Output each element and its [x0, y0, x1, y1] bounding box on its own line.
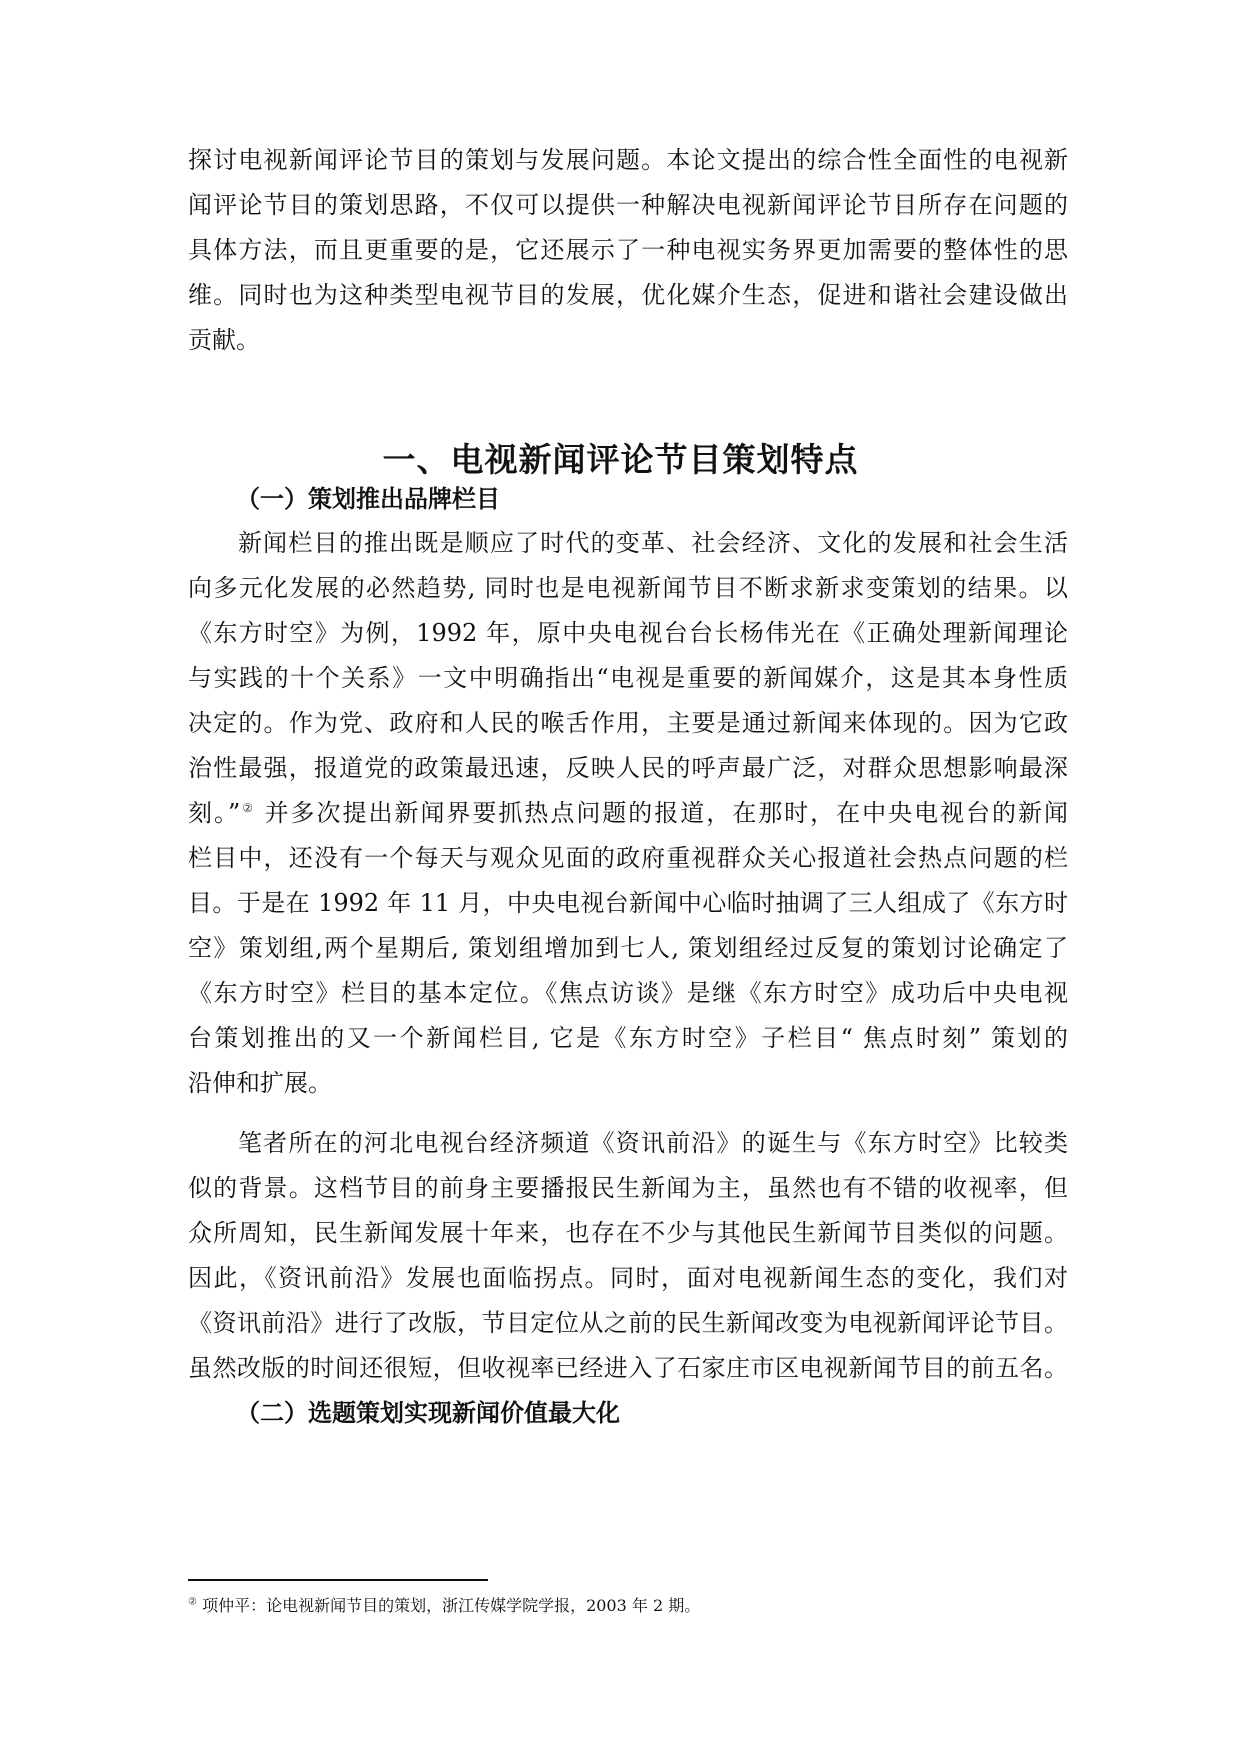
para2-line-5: 《资讯前沿》进行了改版，节目定位从之前的民生新闻改变为电视新闻评论节目。 — [188, 1309, 1068, 1337]
para1-line-2: 向多元化发展的必然趋势, 同时也是电视新闻节目不断求新求变策划的结果。以 — [188, 574, 1068, 602]
footnote-text: 项仲平：论电视新闻节目的策划，浙江传媒学院学报，2003 年 2 期。 — [202, 1596, 701, 1615]
intro-line-2: 闻评论节目的策划思路，不仅可以提供一种解决电视新闻评论节目所存在问题的 — [188, 191, 1068, 219]
intro-line-3: 具体方法，而且更重要的是，它还展示了一种电视实务界更加需要的整体性的思 — [188, 236, 1068, 264]
subheading-2: （二）选题策划实现新闻价值最大化 — [236, 1398, 620, 1427]
para1-line-8: 栏目中，还没有一个每天与观众见面的政府重视群众关心报道社会热点问题的栏 — [188, 844, 1068, 872]
para2-line-1: 笔者所在的河北电视台经济频道《资讯前沿》的诞生与《东方时空》比较类 — [238, 1129, 1068, 1157]
para2-line-6: 虽然改版的时间还很短，但收视率已经进入了石家庄市区电视新闻节目的前五名。 — [188, 1354, 1068, 1382]
footnote-mark: ② — [188, 1596, 197, 1608]
para1-line-7 — [188, 798, 1068, 828]
para1-line-7-end: 并多次提出新闻界要抓热点问题的报道，在那时，在中央电视台的新闻 — [264, 799, 1068, 827]
para2-line-3: 众所周知，民生新闻发展十年来，也存在不少与其他民生新闻节目类似的问题。 — [188, 1219, 1068, 1247]
para1-line-3: 《东方时空》为例，1992 年，原中央电视台台长杨伟光在《正确处理新闻理论 — [188, 619, 1068, 647]
intro-line-1: 探讨电视新闻评论节目的策划与发展问题。本论文提出的综合性全面性的电视新 — [188, 146, 1068, 174]
para1-line-9: 目。于是在 1992 年 11 月，中央电视台新闻中心临时抽调了三人组成了《东方时 — [188, 889, 1068, 917]
para1-line-6: 治性最强，报道党的政策最迅速，反映人民的呼声最广泛，对群众思想影响最深 — [188, 754, 1068, 782]
intro-line-4: 维。同时也为这种类型电视节目的发展，优化媒介生态，促进和谐社会建设做出 — [188, 281, 1068, 309]
para1-line-4: 与实践的十个关系》一文中明确指出“电视是重要的新闻媒介，这是其本身性质 — [188, 664, 1068, 692]
para1-line-11: 《东方时空》栏目的基本定位。《焦点访谈》是继《东方时空》成功后中央电视 — [188, 979, 1068, 1007]
para1-line-13: 沿伸和扩展。 — [188, 1069, 332, 1097]
para1-line-10: 空》策划组,两个星期后, 策划组增加到七人, 策划组经过反复的策划讨论确定了 — [188, 934, 1068, 962]
para1-line-7-start: 刻。” — [188, 799, 241, 827]
para1-line-5: 决定的。作为党、政府和人民的喉舌作用，主要是通过新闻来体现的。因为它政 — [188, 709, 1068, 737]
footnote-reference-mark: ② — [240, 801, 255, 815]
para1-line-1: 新闻栏目的推出既是顺应了时代的变革、社会经济、文化的发展和社会生活 — [238, 529, 1068, 557]
para2-line-4: 因此，《资讯前沿》发展也面临拐点。同时，面对电视新闻生态的变化，我们对 — [188, 1264, 1068, 1292]
para1-line-12: 台策划推出的又一个新闻栏目, 它是《东方时空》子栏目“ 焦点时刻” 策划的 — [188, 1024, 1068, 1052]
intro-line-5: 贡献。 — [188, 326, 260, 354]
subheading-1: （一）策划推出品牌栏目 — [236, 484, 500, 513]
para2-line-2: 似的背景。这档节目的前身主要播报民生新闻为主，虽然也有不错的收视率，但 — [188, 1174, 1068, 1202]
section-title: 一、电视新闻评论节目策划特点 — [382, 440, 859, 479]
footnote-divider — [188, 1579, 488, 1581]
footnote — [188, 1595, 700, 1617]
